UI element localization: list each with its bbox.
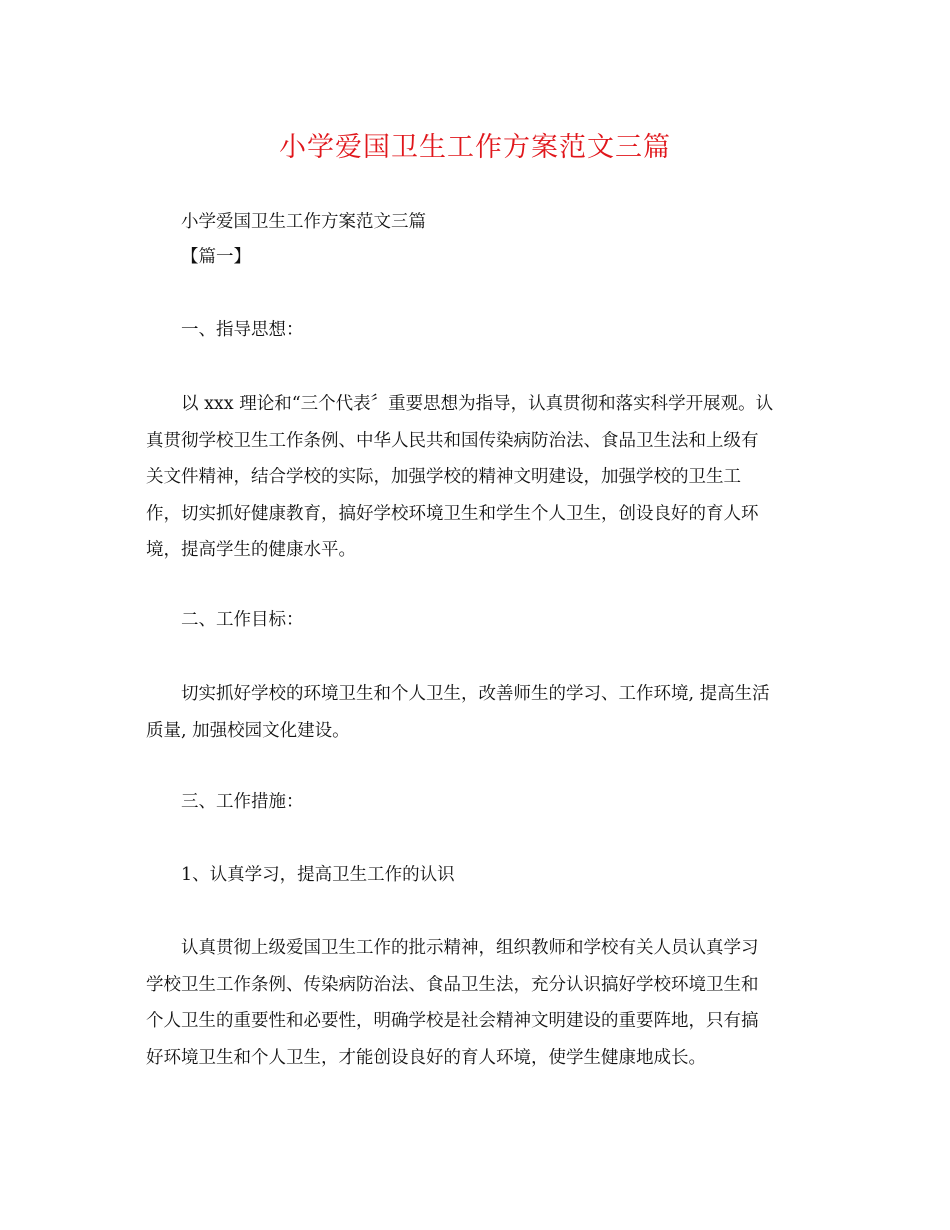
paragraph-line: 境，提高学生的健康水平。 bbox=[146, 540, 356, 561]
paragraph-line: 切实抓好学校的环境卫生和个人卫生，改善师生的学习、工作环境, 提高生活 bbox=[181, 684, 770, 704]
section-heading-work-goals: 二、工作目标： bbox=[181, 610, 304, 630]
paragraph-line: 关文件精神，结合学校的实际，加强学校的精神文明建设，加强学校的卫生工 bbox=[146, 467, 741, 488]
part-label: 【篇一】 bbox=[181, 247, 251, 267]
paragraph-work-goals bbox=[146, 676, 816, 749]
section-heading-guiding-thought: 一、指导思想： bbox=[181, 320, 304, 340]
paragraph-guiding-thought bbox=[146, 386, 816, 569]
paragraph-line: 好环境卫生和个人卫生，才能创设良好的育人环境，使学生健康地成长。 bbox=[146, 1047, 706, 1068]
document-subtitle: 小学爱国卫生工作方案范文三篇 bbox=[181, 212, 426, 232]
paragraph-line: 学校卫生工作条例、传染病防治法、食品卫生法，充分认识搞好学校环境卫生和 bbox=[146, 974, 759, 995]
paragraph-line: 个人卫生的重要性和必要性，明确学校是社会精神文明建设的重要阵地，只有搞 bbox=[146, 1011, 759, 1032]
paragraph-line: 质量, 加强校园文化建设。 bbox=[146, 720, 350, 741]
paragraph-measure-1 bbox=[146, 930, 816, 1076]
paragraph-line: 认真贯彻上级爱国卫生工作的批示精神，组织教师和学校有关人员认真学习 bbox=[181, 938, 759, 958]
paragraph-line: 作，切实抓好健康教育，搞好学校环境卫生和学生个人卫生，创设良好的育人环 bbox=[146, 503, 759, 524]
paragraph-line: 以 xxx 理论和“三个代表〞重要思想为指导，认真贯彻和落实科学开展观。认 bbox=[181, 394, 774, 414]
measure-heading-1: 1、认真学习，提高卫生工作的认识 bbox=[181, 865, 455, 885]
paragraph-line: 真贯彻学校卫生工作条例、中华人民共和国传染病防治法、食品卫生法和上级有 bbox=[146, 430, 759, 451]
section-heading-work-measures: 三、工作措施： bbox=[181, 792, 304, 812]
document-title: 小学爱国卫生工作方案范文三篇 bbox=[279, 132, 671, 163]
